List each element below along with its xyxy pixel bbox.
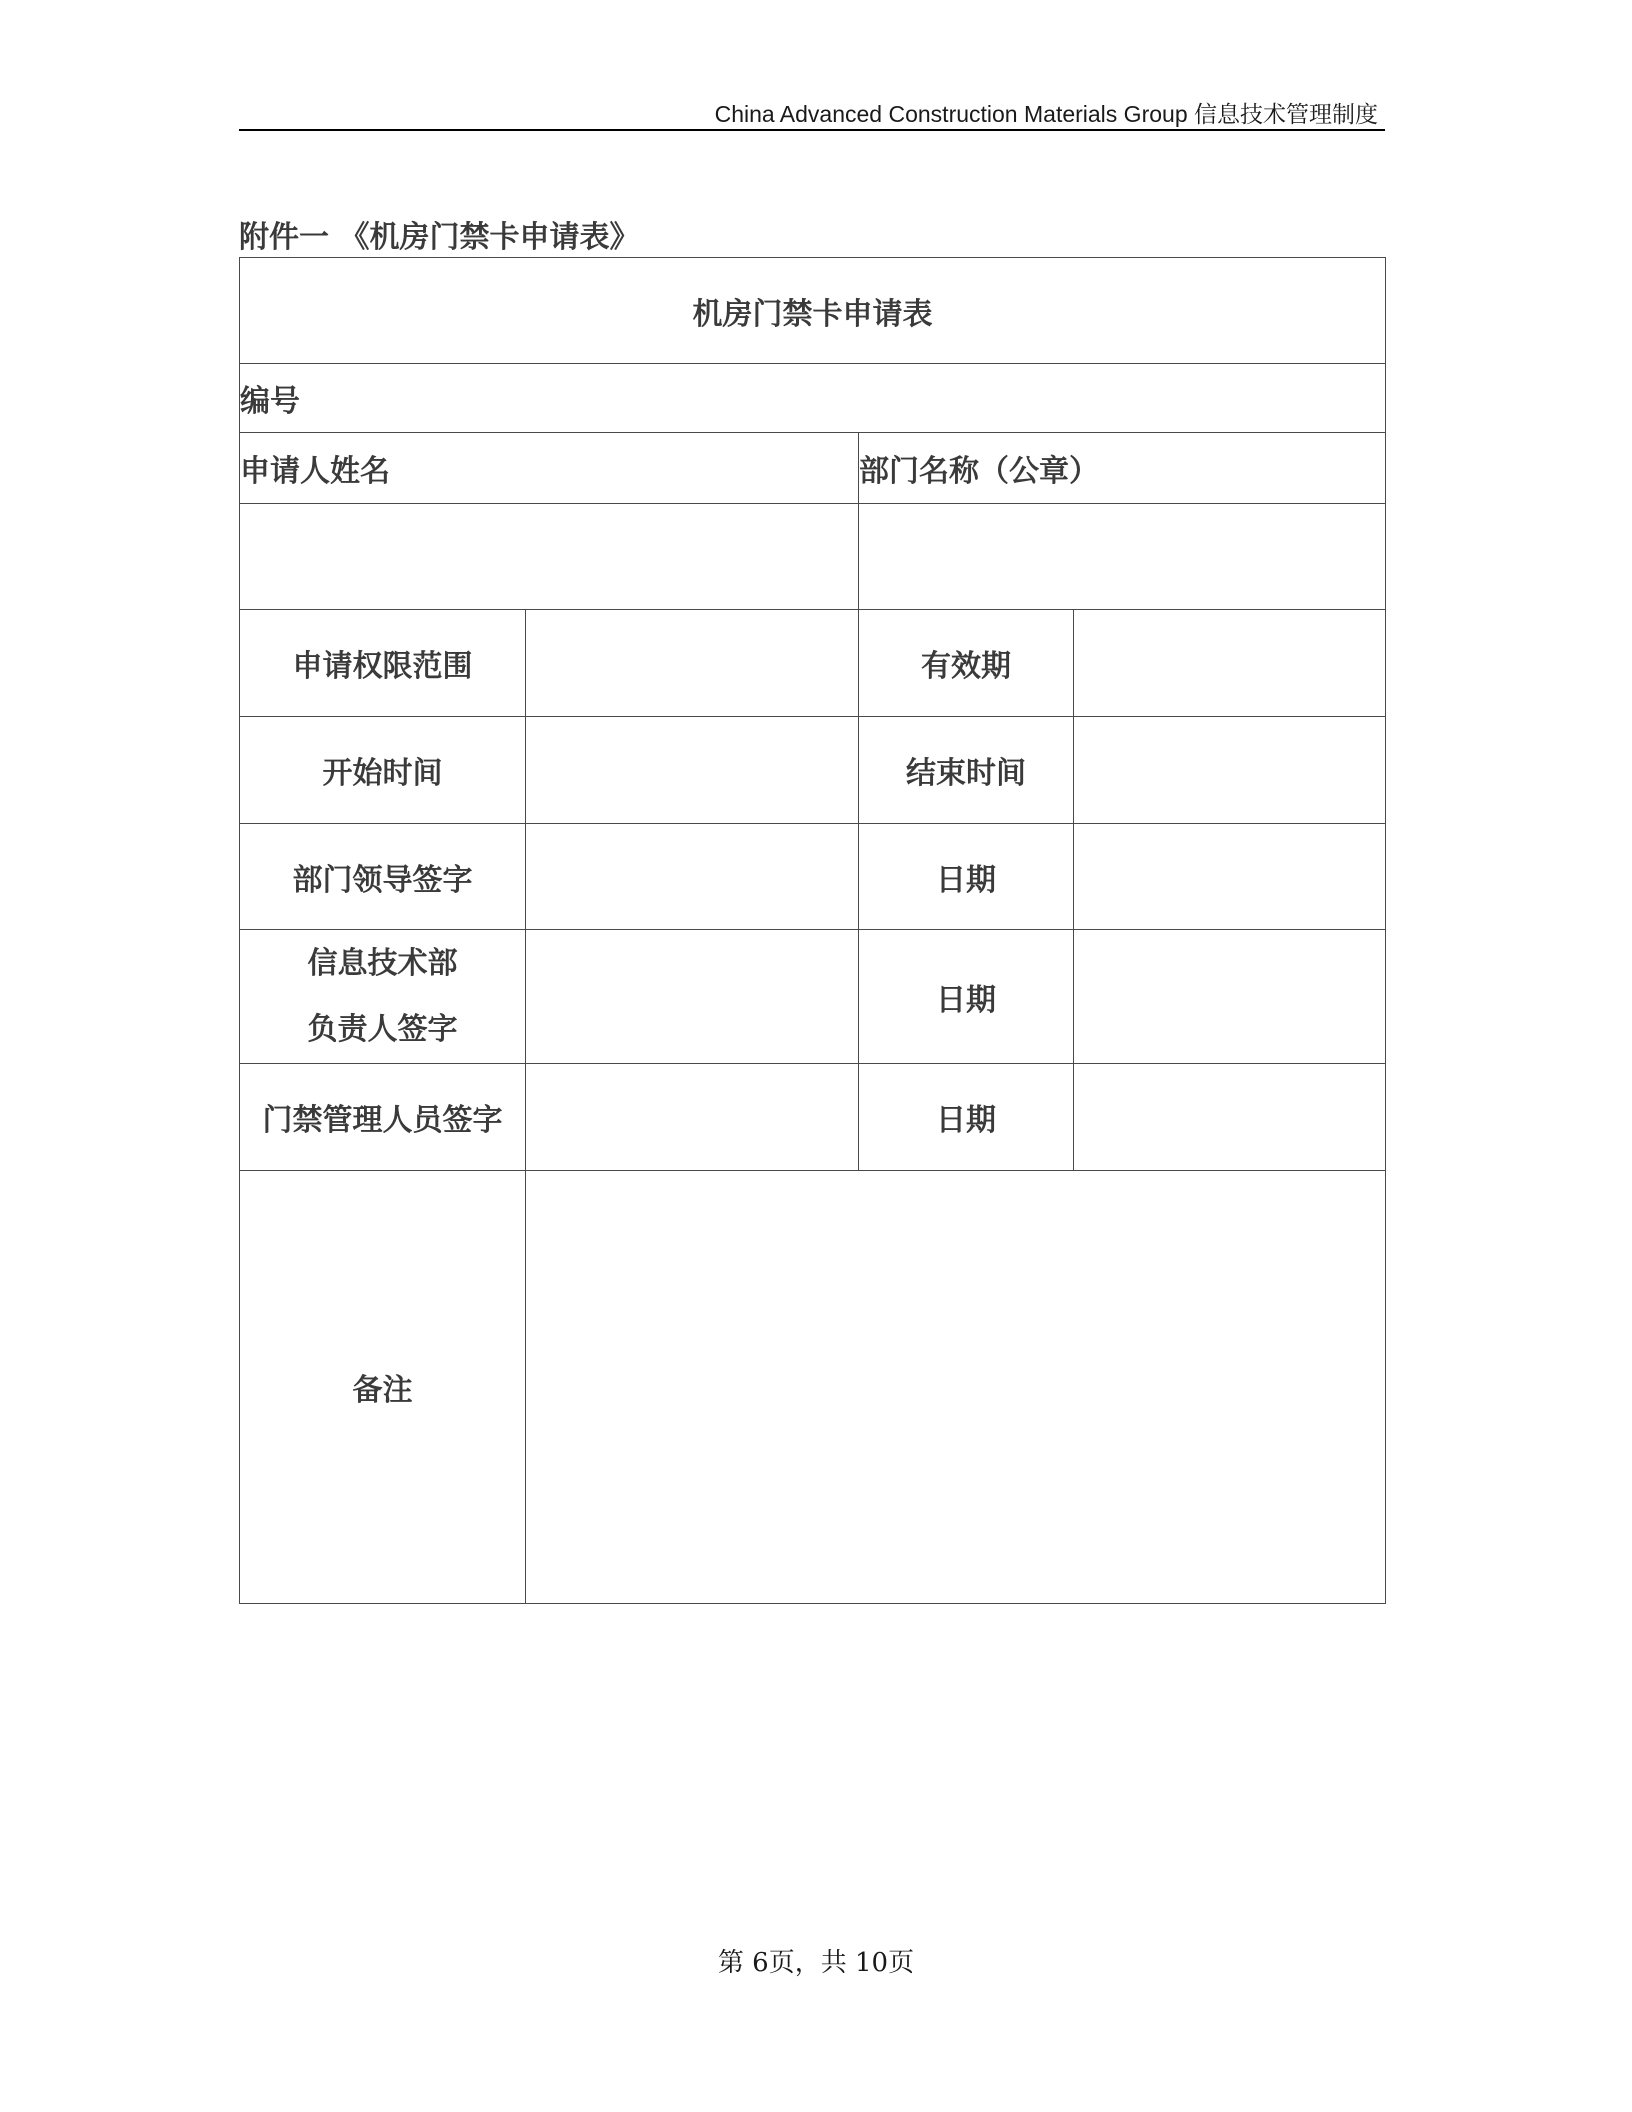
it-head-signature-field[interactable] <box>526 930 859 1064</box>
date-field-2[interactable] <box>1074 930 1386 1064</box>
serial-number-label: 编号 <box>240 364 1386 433</box>
it-head-signature-label-line2: 负责人签字 <box>307 1011 458 1047</box>
date-label-1: 日期 <box>859 824 1074 930</box>
applicant-name-label: 申请人姓名 <box>240 433 859 504</box>
start-time-label: 开始时间 <box>240 717 526 824</box>
dept-leader-signature-label: 部门领导签字 <box>240 824 526 930</box>
access-card-application-form <box>239 257 1386 1604</box>
date-label-3: 日期 <box>859 1064 1074 1171</box>
date-field-3[interactable] <box>1074 1064 1386 1171</box>
start-time-field[interactable] <box>526 717 859 824</box>
end-time-label: 结束时间 <box>859 717 1074 824</box>
page-number: 第 6页，共 10页 <box>717 1948 915 1978</box>
remarks-label: 备注 <box>240 1171 526 1604</box>
date-field-1[interactable] <box>1074 824 1386 930</box>
department-name-field[interactable] <box>859 504 1386 610</box>
applicant-name-field[interactable] <box>240 504 859 610</box>
attachment-title: 附件一 《机房门禁卡申请表》 <box>239 220 640 255</box>
it-head-signature-label-line1: 信息技术部 <box>307 945 458 981</box>
access-admin-signature-field[interactable] <box>526 1064 859 1171</box>
it-head-signature-label <box>240 930 526 1064</box>
header-divider <box>239 129 1385 131</box>
document-header: China Advanced Construction Materials Group 信息技术管理制度 <box>714 101 1378 127</box>
date-label-2: 日期 <box>859 930 1074 1064</box>
department-name-label: 部门名称（公章） <box>859 433 1386 504</box>
form-title: 机房门禁卡申请表 <box>240 258 1386 364</box>
remarks-field[interactable] <box>526 1171 1386 1604</box>
access-scope-label: 申请权限范围 <box>240 610 526 717</box>
end-time-field[interactable] <box>1074 717 1386 824</box>
access-scope-field[interactable] <box>526 610 859 717</box>
validity-label: 有效期 <box>859 610 1074 717</box>
access-admin-signature-label: 门禁管理人员签字 <box>240 1064 526 1171</box>
dept-leader-signature-field[interactable] <box>526 824 859 930</box>
validity-field[interactable] <box>1074 610 1386 717</box>
